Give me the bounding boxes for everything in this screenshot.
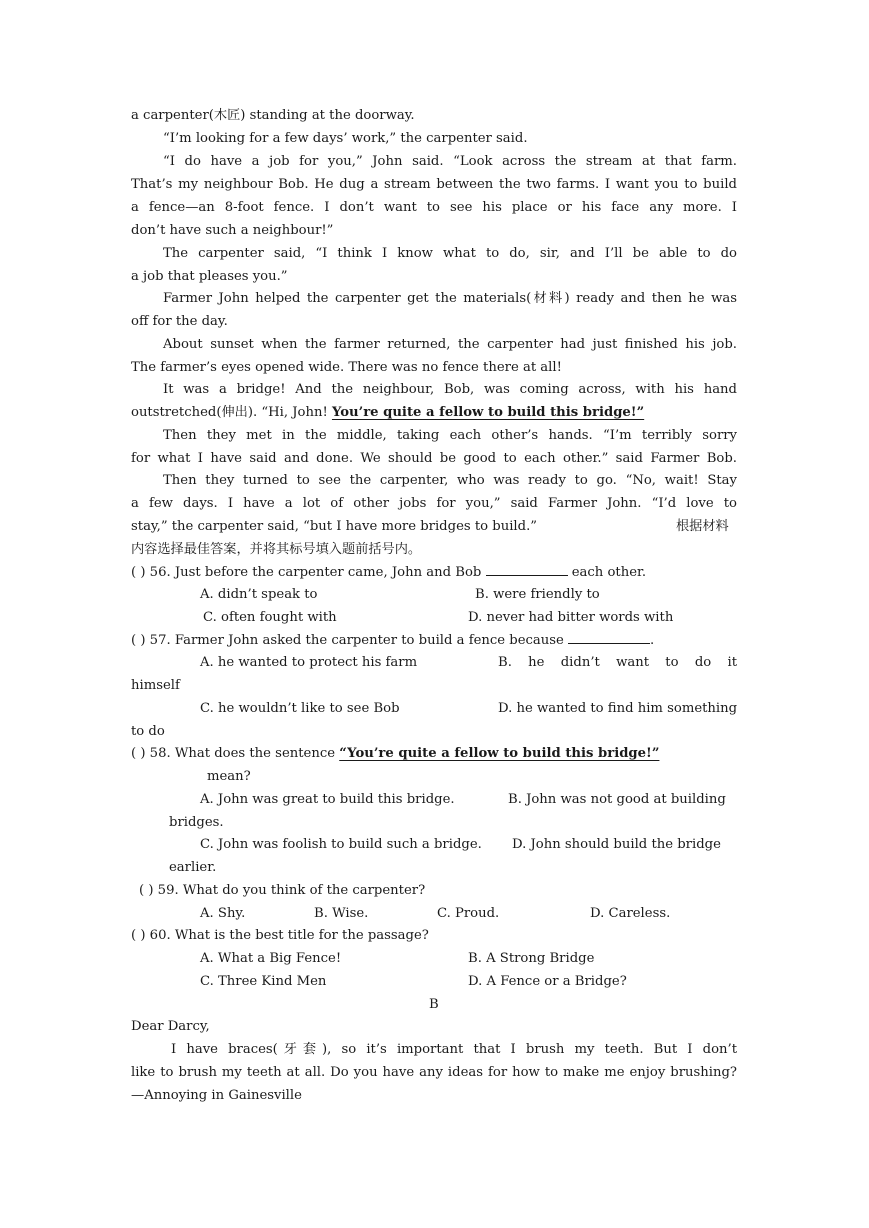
option-b: B. John was not good at building xyxy=(508,792,726,807)
passage-line: “I’m looking for a few days’ work,” the carpenter said. xyxy=(163,131,528,146)
instruction-text: 内容选择最佳答案，并将其标号填入题前括号内。 xyxy=(131,542,422,557)
option-c: C. Three Kind Men xyxy=(200,974,327,989)
passage-line-with-quote xyxy=(131,401,737,424)
letter-line: like to brush my teeth at all. Do you have any ideas for how to make me enjoy brushing? xyxy=(131,1065,737,1080)
highlighted-quote: You’re quite a fellow to build this bridge!” xyxy=(331,405,645,420)
question-stem: each other. xyxy=(571,565,647,580)
option-b: B. were friendly to xyxy=(475,587,600,602)
question-56 xyxy=(131,561,737,584)
quoted-sentence: “You’re quite a fellow to build this bridge!” xyxy=(339,746,660,761)
question-stem: ( ) 58. What does the sentence xyxy=(131,746,336,761)
passage-line: don’t have such a neighbour!” xyxy=(131,223,334,238)
question-58 xyxy=(131,742,737,765)
passage-line: The farmer’s eyes opened wide. There was no fence there at all! xyxy=(131,360,562,375)
question-stem: ( ) 56. Just before the carpenter came, John and Bob xyxy=(131,565,482,580)
option-b-continued: bridges. xyxy=(169,815,224,830)
option-d: D. A Fence or a Bridge? xyxy=(468,974,627,989)
option-d-continued: to do xyxy=(131,724,165,739)
passage-line: “I do have a job for you,” John said. “Look across the stream at that farm. xyxy=(163,154,737,169)
passage-line: It was a bridge! And the neighbour, Bob, was coming across, with his hand xyxy=(163,382,737,397)
option-b-continued: himself xyxy=(131,678,180,693)
option-b: B. Wise. xyxy=(314,906,369,921)
passage-line: stay,” the carpenter said, “but I have more bridges to build.” xyxy=(131,519,538,534)
passage-line: Farmer John helped the carpenter get the materials(材料) ready and then he was xyxy=(163,291,737,306)
option-a: A. Shy. xyxy=(200,906,246,921)
question-60: ( ) 60. What is the best title for the passage? xyxy=(131,928,429,943)
passage-text: outstretched(伸出). “Hi, John! xyxy=(131,405,328,420)
option-c: C. often fought with xyxy=(203,610,337,625)
question-59: ( ) 59. What do you think of the carpenter? xyxy=(139,883,426,898)
option-a: A. he wanted to protect his farm xyxy=(200,655,418,670)
punctuation: . xyxy=(650,633,655,648)
passage-line: The carpenter said, “I think I know what to do, sir, and I’ll be able to do xyxy=(163,246,737,261)
question-57 xyxy=(131,629,737,652)
letter-line: I have braces(牙套), so it’s important that I brush my teeth. But I don’t xyxy=(171,1042,737,1057)
instruction-text: 根据材料 xyxy=(676,519,729,534)
passage-line: a job that pleases you.” xyxy=(131,269,288,284)
passage-line: Then they turned to see the carpenter, who was ready to go. “No, wait! Stay xyxy=(163,473,737,488)
passage-line: Then they met in the middle, taking each other’s hands. “I’m terribly sorry xyxy=(163,428,737,443)
option-d: D. Careless. xyxy=(590,906,671,921)
letter-signoff: —Annoying in Gainesville xyxy=(131,1088,302,1103)
option-a: A. What a Big Fence! xyxy=(200,951,342,966)
question-stem-continued: mean? xyxy=(207,769,251,784)
option-c: C. he wouldn’t like to see Bob xyxy=(200,701,400,716)
option-c: C. Proud. xyxy=(437,906,500,921)
option-a: A. didn’t speak to xyxy=(200,587,318,602)
option-c: C. John was foolish to build such a bridge. xyxy=(200,837,482,852)
option-d: D. he wanted to find him something xyxy=(498,701,738,716)
question-stem: ( ) 57. Farmer John asked the carpenter to build a fence because xyxy=(131,633,564,648)
passage-line: About sunset when the farmer returned, the carpenter had just finished his job. xyxy=(163,337,737,352)
answer-blank xyxy=(486,563,568,576)
option-d-continued: earlier. xyxy=(169,860,217,875)
letter-greeting: Dear Darcy, xyxy=(131,1019,210,1034)
option-b: B. he didn’t want to do it xyxy=(498,655,737,670)
answer-blank xyxy=(568,631,650,644)
option-d: D. John should build the bridge xyxy=(512,837,721,852)
passage-line: That’s my neighbour Bob. He dug a stream between the two farms. I want you to build xyxy=(131,177,737,192)
passage-line: a few days. I have a lot of other jobs for you,” said Farmer John. “I’d love to xyxy=(131,496,737,511)
section-heading: B xyxy=(429,997,439,1012)
passage-line: off for the day. xyxy=(131,314,228,329)
passage-line: for what I have said and done. We should be good to each other.” said Farmer Bob. xyxy=(131,451,737,466)
option-d: D. never had bitter words with xyxy=(468,610,674,625)
option-b: B. A Strong Bridge xyxy=(468,951,595,966)
option-a: A. John was great to build this bridge. xyxy=(200,792,455,807)
passage-line: a carpenter(木匠) standing at the doorway. xyxy=(131,108,415,123)
passage-line: a fence—an 8-foot fence. I don’t want to see his place or his face any more. I xyxy=(131,200,737,215)
